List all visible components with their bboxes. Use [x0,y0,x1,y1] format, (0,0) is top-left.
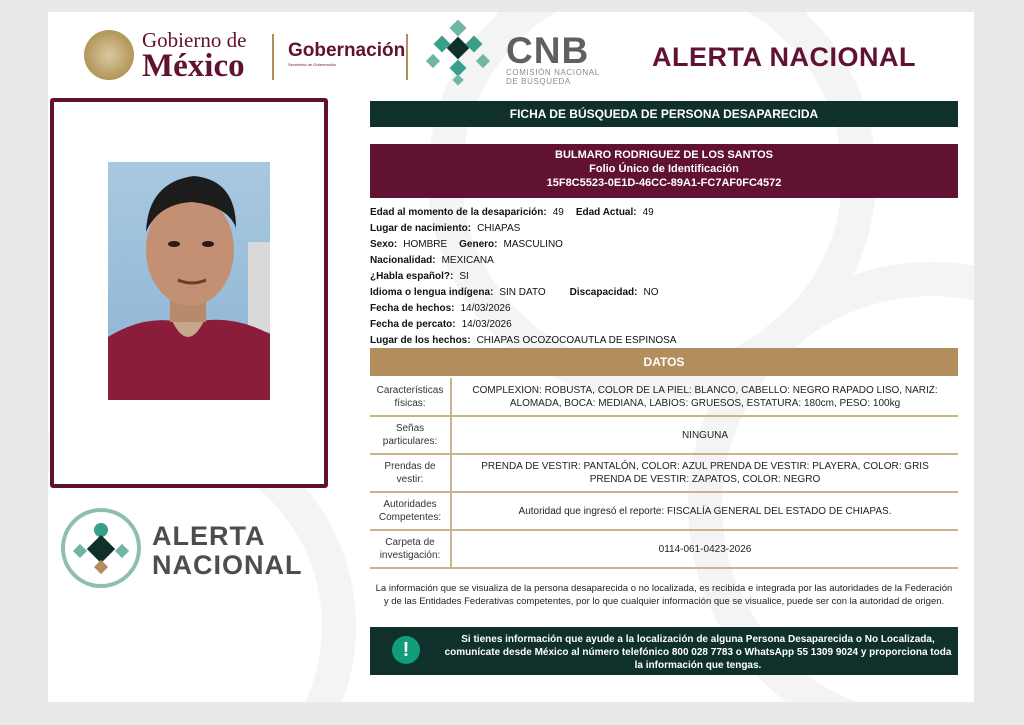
folio-value: 15F8C5523-0E1D-46CC-89A1-FC7AF0FC4572 [546,177,782,189]
gobierno-mexico-logo [142,30,246,83]
table-row [370,530,958,568]
edad-desaparicion-value: 49 [552,207,564,218]
person-photo-image [108,162,270,400]
row-value: NINGUNA [451,416,958,454]
cnb-sub-line1: COMISIÓN NACIONAL [506,68,600,77]
fecha-percato-label: Fecha de percato: [370,319,456,330]
row-label: Señas particulares: [370,416,451,454]
sexo-value: HOMBRE [403,239,448,250]
edad-actual-value: 49 [642,207,654,218]
cnb-subtitle [506,68,616,86]
row-label: Características físicas: [370,378,451,416]
edad-desaparicion-label: Edad al momento de la desaparición: [370,207,547,218]
datos-table [370,378,958,569]
ficha-title-bar: FICHA DE BÚSQUEDA DE PERSONA DESAPARECIDA [370,101,958,127]
habla-label: ¿Habla español?: [370,271,454,282]
gob-line2: México [142,48,245,84]
edad-actual-label: Edad Actual: [575,207,637,218]
table-row [370,378,958,416]
idioma-label: Idioma o lengua indígena: [370,287,494,298]
divider [272,34,274,80]
idioma-value: SIN DATO [499,287,546,298]
cnb-emblem-icon [424,20,494,88]
disclaimer-text: La información que se visualiza de la persona desaparecida o no localizada, es recibida e integrada por las autoridades de la Federación y de las Entidades Federativas competentes, por lo que cualquier información que se visualice, puede ser con la autoridad de origen. [375,583,953,607]
person-name: BULMARO RODRIGUEZ DE LOS SANTOS [555,149,773,161]
datos-title-bar: DATOS [370,348,958,376]
habla-value: SI [459,271,469,282]
gobernacion-logo: Gobernación [288,40,406,61]
table-row [370,492,958,530]
nacionalidad-label: Nacionalidad: [370,255,436,266]
gob-line1: Gobierno de [142,28,247,52]
lugar-hechos-label: Lugar de los hechos: [370,335,471,346]
alerta-nacional-wordmark [152,522,303,580]
nacionalidad-value: MEXICANA [441,255,494,266]
row-label: Carpeta de investigación: [370,530,451,568]
person-details [370,205,676,349]
alerta-nacional-logo-icon [61,508,141,588]
row-label: Autoridades Competentes: [370,492,451,530]
fecha-hechos-label: Fecha de hechos: [370,303,455,314]
row-label: Prendas de vestir: [370,454,451,492]
contact-text: Si tienes información que ayude a la localización de alguna Persona Desaparecida o No Localizada, comunícate desde México al número telefónico 800 028 7783 o WhatsApp 55 1309 9024 y proporciona toda la información que tengas. [444,634,952,671]
divider [406,34,408,80]
contact-bar [370,627,958,675]
alerta-emblem-icon [65,512,137,584]
table-row [370,416,958,454]
sexo-label: Sexo: [370,239,398,250]
lugar-hechos-value: CHIAPAS OCOZOCOAUTLA DE ESPINOSA [476,335,677,346]
national-seal-icon [84,30,134,80]
folio-label: Folio Único de Identificación [589,163,739,175]
genero-label: Genero: [459,239,498,250]
alert-title: ALERTA NACIONAL [652,42,916,72]
info-icon: ! [392,636,420,664]
discapacidad-value: NO [643,287,659,298]
cnb-sub-line2: DE BÚSQUEDA [506,77,571,86]
lugar-nacimiento-value: CHIAPAS [477,223,521,234]
discapacidad-label: Discapacidad: [569,287,638,298]
genero-value: MASCULINO [503,239,563,250]
fecha-percato-value: 14/03/2026 [461,319,512,330]
table-row [370,454,958,492]
row-value: COMPLEXION: ROBUSTA, COLOR DE LA PIEL: BLANCO, CABELLO: NEGRO RAPADO LISO, NARIZ: ALOMADA, BOCA: MEDIANA, LABIOS: GRUESOS, ESTATURA: 180cm, PESO: 100kg [451,378,958,416]
person-header [370,144,958,198]
row-value: Autoridad que ingresó el reporte: FISCALÍA GENERAL DEL ESTADO DE CHIAPAS. [451,492,958,530]
row-value: 0114-061-0423-2026 [451,530,958,568]
row-value: PRENDA DE VESTIR: PANTALÓN, COLOR: AZUL PRENDA DE VESTIR: PLAYERA, COLOR: GRIS PRENDA DE VESTIR: ZAPATOS, COLOR: NEGRO [451,454,958,492]
lugar-nacimiento-label: Lugar de nacimiento: [370,223,472,234]
gobernacion-sub: Secretaría de Gobernación [288,62,337,67]
fecha-hechos-value: 14/03/2026 [460,303,511,314]
cnb-logo-text: CNB [506,30,590,71]
person-photo [108,162,270,400]
alerta-line1: ALERTA [152,521,266,551]
alerta-line2: NACIONAL [152,550,303,580]
